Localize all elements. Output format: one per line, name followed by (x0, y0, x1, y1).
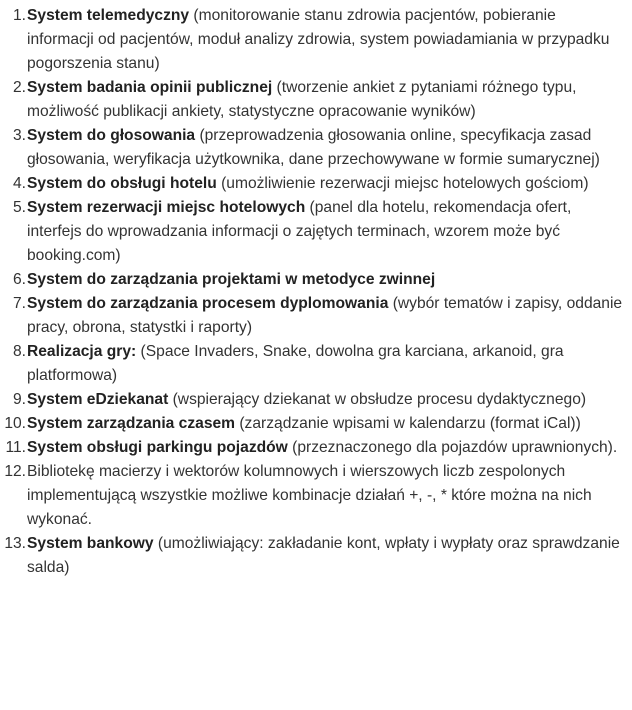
list-item (0, 268, 624, 292)
item-number: 4. (12, 175, 26, 192)
list-item (0, 340, 624, 388)
item-description: (wspierający dziekanat w obsłudze procesu dydaktycznego) (168, 391, 587, 408)
list-item (0, 172, 624, 196)
item-number: 3. (12, 127, 26, 144)
item-number: 6. (12, 271, 26, 288)
item-description: Bibliotekę macierzy i wektorów kolumnowych i wierszowych liczb zespolonych implementującą wszystkie możliwe kombinacje działań +, -, * które można na nich wykonać. (27, 463, 592, 528)
item-number: 7. (12, 295, 26, 312)
item-description: (umożliwiający: zakładanie kont, wpłaty i wypłaty oraz sprawdzanie salda) (27, 535, 620, 576)
item-title: System telemedyczny (27, 7, 190, 24)
item-description: (umożliwienie rezerwacji miejsc hotelowych gościom) (216, 175, 589, 192)
item-number: 1. (12, 7, 26, 24)
list-item (0, 76, 624, 124)
item-number: 12. (4, 463, 26, 480)
list-item (0, 4, 624, 76)
item-number: 2. (12, 79, 26, 96)
item-title: System do obsługi hotelu (27, 175, 217, 192)
list-item (0, 388, 624, 412)
item-description: (zarządzanie wpisami w kalendarzu (format iCal)) (235, 415, 581, 432)
item-description: (przeprowadzenia głosowania online, specyfikacja zasad głosowania, weryfikacja użytkownika, dane przechowywane w formie sumarycznej) (27, 127, 600, 168)
item-title: System do zarządzania procesem dyplomowania (27, 295, 389, 312)
item-number: 13. (4, 535, 26, 552)
item-title: System rezerwacji miejsc hotelowych (27, 199, 306, 216)
list-item (0, 124, 624, 172)
item-description: (panel dla hotelu, rekomendacja ofert, interfejs do wprowadzania informacji o zajętych terminach, wzorem może być booking.com) (27, 199, 572, 264)
item-number: 5. (12, 199, 26, 216)
list-item (0, 436, 624, 460)
item-number: 8. (12, 343, 26, 360)
item-title: System obsługi parkingu pojazdów (27, 439, 288, 456)
list-item (0, 292, 624, 340)
item-title: System bankowy (27, 535, 154, 552)
item-description: (Space Invaders, Snake, dowolna gra karciana, arkanoid, gra platformowa) (27, 343, 564, 384)
item-number: 10. (4, 415, 26, 432)
item-title: Realizacja gry: (27, 343, 137, 360)
item-title: System zarządzania czasem (27, 415, 236, 432)
item-number: 9. (12, 391, 26, 408)
item-description: (tworzenie ankiet z pytaniami różnego typu, możliwość publikacji ankiety, statystyczne opracowanie wyników) (27, 79, 577, 120)
list-item (0, 412, 624, 436)
list-item (0, 196, 624, 268)
list-item (0, 532, 624, 580)
item-description: (wybór tematów i zapisy, oddanie pracy, obrona, statystki i raporty) (27, 295, 623, 336)
item-title: System do zarządzania projektami w metodyce zwinnej (27, 271, 436, 288)
item-title: System eDziekanat (27, 391, 169, 408)
item-title: System badania opinii publicznej (27, 79, 273, 96)
list-item (0, 460, 624, 532)
item-description: (monitorowanie stanu zdrowia pacjentów, pobieranie informacji od pacjentów, moduł analizy zdrowia, system powiadamiania w przypadku pogorszenia stanu) (27, 7, 610, 72)
item-number: 11. (5, 439, 26, 456)
item-description: (przeznaczonego dla pojazdów uprawnionych). (287, 439, 618, 456)
item-title: System do głosowania (27, 127, 196, 144)
